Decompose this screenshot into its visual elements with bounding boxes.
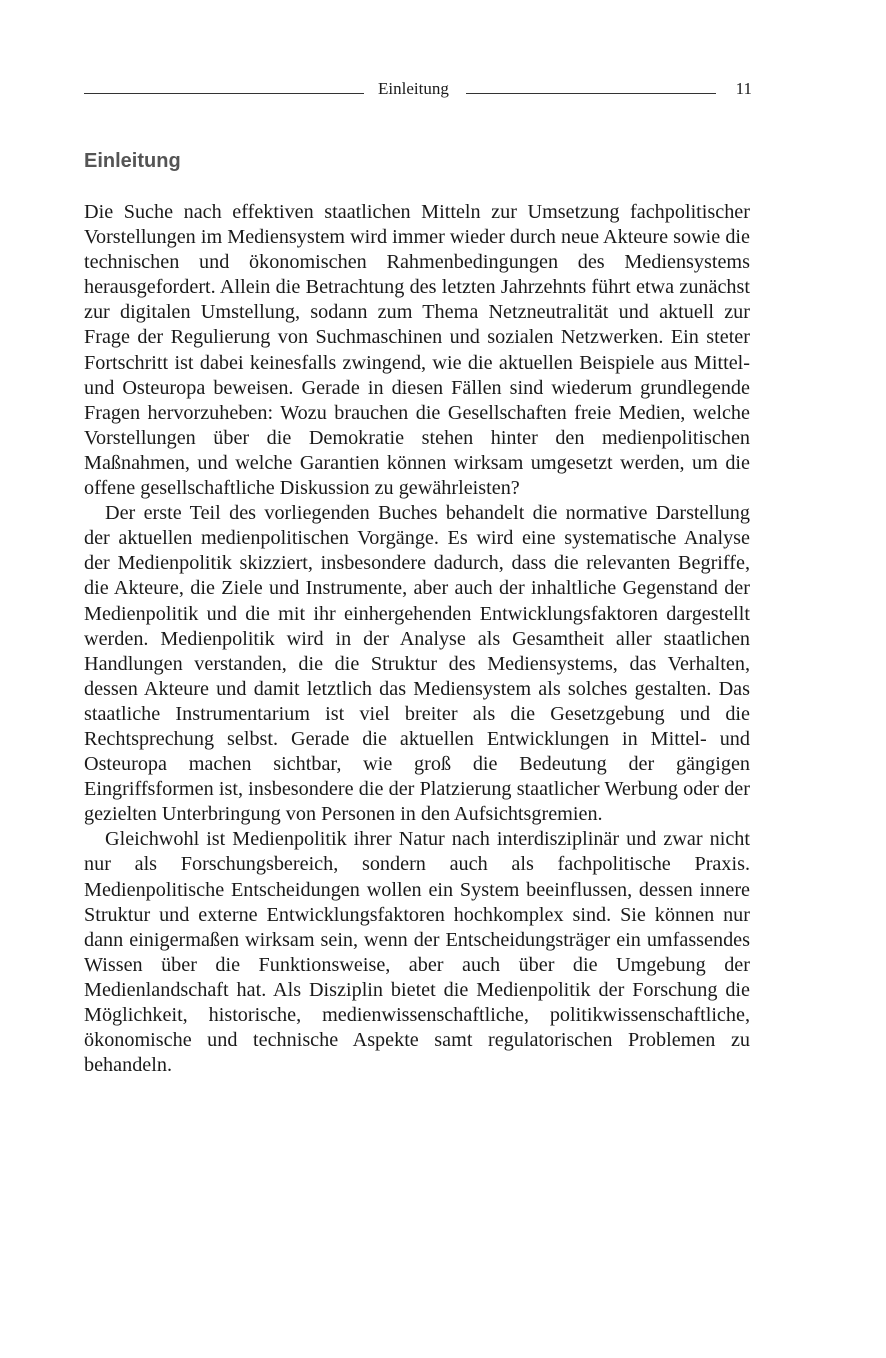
page-number: 11 bbox=[735, 79, 752, 98]
running-title: Einleitung bbox=[378, 79, 449, 98]
header-rule-left bbox=[84, 93, 364, 94]
paragraph-1: Die Suche nach effektiven staatlichen Mitteln zur Umsetzung fachpolitischer Vorstellungen im Mediensystem wird immer wieder durch neue Akteure sowie die technischen und ökonomischen Rahmenbedingungen des Mediensystems herausgefordert. Allein die Betrachtung des letzten Jahrzehnts führt etwa zunächst zur digitalen Umstellung, sodann zum Thema Netzneutralität und aktuell zur Frage der Regulierung von Suchmaschinen und sozialen Netzwerken. Ein steter Fortschritt ist dabei keinesfalls zwingend, wie die aktuellen Beispiele aus Mittel- und Osteuropa beweisen. Gerade in diesen Fällen sind wiederum grundlegende Fragen hervorzuheben: Wozu brauchen die Gesellschaften freie Medien, welche Vorstellungen über die Demokratie stehen hinter den medienpolitischen Maßnahmen, und welche Garantien können wirksam umgesetzt werden, um die offene gesellschaftliche Diskussion zu gewährleisten? bbox=[84, 201, 750, 500]
paragraph-3: Gleichwohl ist Medienpolitik ihrer Natur nach interdisziplinär und zwar nicht nur als Forschungsbereich, sondern auch als fachpolitische Praxis. Medienpolitische Entscheidungen wollen ein System beeinflussen, dessen innere Struktur und externe Entwicklungsfaktoren hochkomplex sind. Sie können nur dann einigermaßen wirksam sein, wenn der Entscheidungsträger ein umfassendes Wissen über die Funktionsweise, aber auch über die Umgebung der Medienlandschaft hat. Als Disziplin bietet die Medienpolitik der Forschung die Möglichkeit, historische, medienwissenschaftliche, politikwissenschaftliche, ökonomische und technische Aspekte samt regulatorischen Problemen zu behandeln. bbox=[84, 828, 750, 1077]
section-heading: Einleitung bbox=[84, 150, 181, 172]
header-rule-right bbox=[466, 93, 716, 94]
running-head bbox=[84, 78, 752, 100]
paragraph-2: Der erste Teil des vorliegenden Buches behandelt die normative Darstellung der aktuellen medienpolitischen Vorgänge. Es wird eine systematische Analyse der Medienpolitik skizziert, insbesondere dadurch, dass die relevanten Begriffe, die Akteure, die Ziele und Instrumente, aber auch der inhaltliche Gegenstand der Medienpolitik und die mit ihr einhergehenden Entwicklungsfaktoren dargestellt werden. Medienpolitik wird in der Analyse als Gesamtheit aller staatlichen Handlungen verstanden, die die Struktur des Mediensystems, das Verhalten, dessen Akteure und damit letztlich das Mediensystem als solches gestalten. Das staatliche Instrumentarium ist viel breiter als die Gesetzgebung und die Rechtsprechung selbst. Gerade die aktuellen Entwicklungen in Mittel- und Osteuropa machen sichtbar, wie groß die Bedeutung der gängigen Eingriffsformen ist, insbesondere die der Platzierung staatlicher Werbung oder der gezielten Unterbringung von Personen in den Aufsichtsgremien. bbox=[84, 502, 750, 826]
body-text bbox=[84, 200, 750, 1078]
